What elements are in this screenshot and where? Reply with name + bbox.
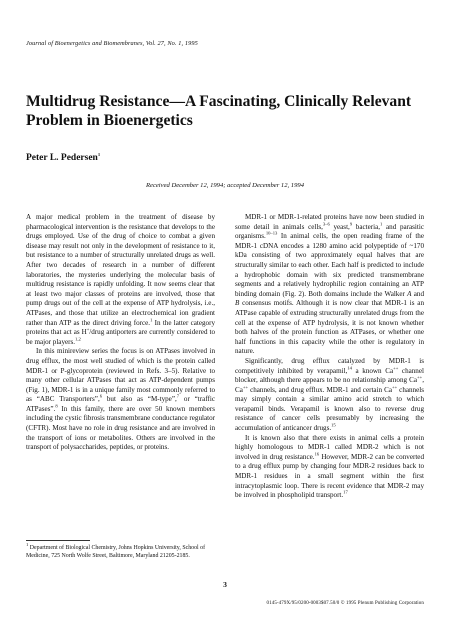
right-column bbox=[235, 213, 424, 501]
article-title: Multidrug Resistance—A Fascinating, Clinically Relevant Problem in Bioenergetics bbox=[26, 93, 412, 129]
affiliation-footnote: $^1$ Department of Biological Chemistry, Johns Hopkins University, School of Medicine, 725 North Wolfe Street, Baltimore, Maryland 21205-2185. bbox=[26, 542, 206, 559]
journal-citation: Journal of Bioenergetics and Biomembranes, Vol. 27, No. 1, 1995 bbox=[26, 40, 198, 47]
author-name: Peter L. Pedersen bbox=[26, 153, 98, 163]
copyright-imprint: 0145-479X/95/0200-0003$07.50/0 © 1995 Plenum Publishing Corporation bbox=[266, 601, 424, 606]
paragraph-minireview-focus: In this minireview series the focus is on ATPases involved in drug efflux, the most well studied of which is the protein called MDR-1 or P-glycoprotein (reviewed in Refs. 3–5). Relative to many other cellular ATPases that act as ATP-dependent pumps (Fig. 1), MDR-1 is in a unique family most commonly referred to as “ABC Transporters”,$^6$ but also as “M-type”,$^7$ or “traffic ATPases”.$^8$ In this family, there are over 50 known members including the cystic fibrosis transmembrane conductance regulator (CFTR). Most have no role in drug resistance and are involved in the transport of ions or metabolites. Others are involved in the transport of polysaccharides, peptides, or proteins. bbox=[26, 347, 216, 452]
left-column bbox=[26, 213, 215, 453]
author-footnote-marker: 1 bbox=[97, 151, 101, 157]
page-number: 3 bbox=[223, 580, 227, 589]
paragraph-mdr2: It is known also that there exists in animal cells a protein highly homologous to MDR-1 called MDR-2 which is not involved in drug resistance.$^{16}$ However, MDR-2 can be converted to a drug efflux pump by changing four MDR-2 residues back to MDR-1 residues in a small segment within the first intracytoplasmic loop. There is recent evidence that MDR-2 may be involved in phospholipid transport.$^{17}$ bbox=[235, 433, 425, 500]
paragraph-intro: A major medical problem in the treatment of disease by pharmacological intervention is the resistance that develops to the drugs employed. Use of the drug of choice to combat a given disease may result not only in the development of resistance to it, but resistance to a number of structurally unrelated drugs as well. After two decades of research in a number of different laboratories, the mysteries underlying the molecular basis of multidrug resistance is rapidly unfolding. It now seems clear that at least two major classes of proteins are involved, those that pump drugs out of the cell at the expense of ATP hydrolysis, i.e., ATPases, and those that utilize an electrochemical ion gradient rather than ATP as the direct driving force.$^1$ In the latter category proteins that act as H+/drug antiporters are currently considered to be major players.$^{1,2}$ bbox=[26, 213, 215, 346]
received-dates: Received December 12, 1994; accepted December 12, 1994 bbox=[146, 182, 304, 189]
footnote-rule bbox=[26, 540, 90, 541]
paragraph-verapamil: Significantly, drug efflux catalyzed by MDR-1 is competitively inhibited by verapamil,$^{14}$ a known Ca++ channel blocker, although there appears to be no relationship among Ca++, Ca++ channels, and drug efflux. MDR-1 and certain Ca++ channels may simply contain a similar amino acid stretch to which verapamil binds. Verapamil is known also to reverse drug resistance of cancer cells presumably by increasing the accumulation of anticancer drugs.$^{15}$ bbox=[235, 356, 424, 433]
paragraph-mdr1-studies: MDR-1 or MDR-1-related proteins have now been studied in some detail in animals cells,$^{3-6}$ yeast,$^9$ bacteria,$^1$ and parasitic organisms.$^{10-13}$ In animal cells, the open reading frame of the MDR-1 cDNA encodes a 1280 amino acid polypeptide of ~170 kDa consisting of two approximately equal halves that are structurally similar to each other. Each half is predicted to include a hydrophobic domain with six predicted transmembrane segments and a relatively hydrophilic region containing an ATP binding domain (Fig. 2). Both domains include the Walker A and B consensus motifs. Although it is now clear that MDR-1 is an ATPase capable of extruding structurally unrelated drugs from the cell at the expense of ATP hydrolysis, it is not known whether both halves of the protein function as ATPases, or whether one half functions in this capacity while the other is regulatory in nature. bbox=[235, 213, 424, 356]
author-line bbox=[26, 153, 100, 163]
